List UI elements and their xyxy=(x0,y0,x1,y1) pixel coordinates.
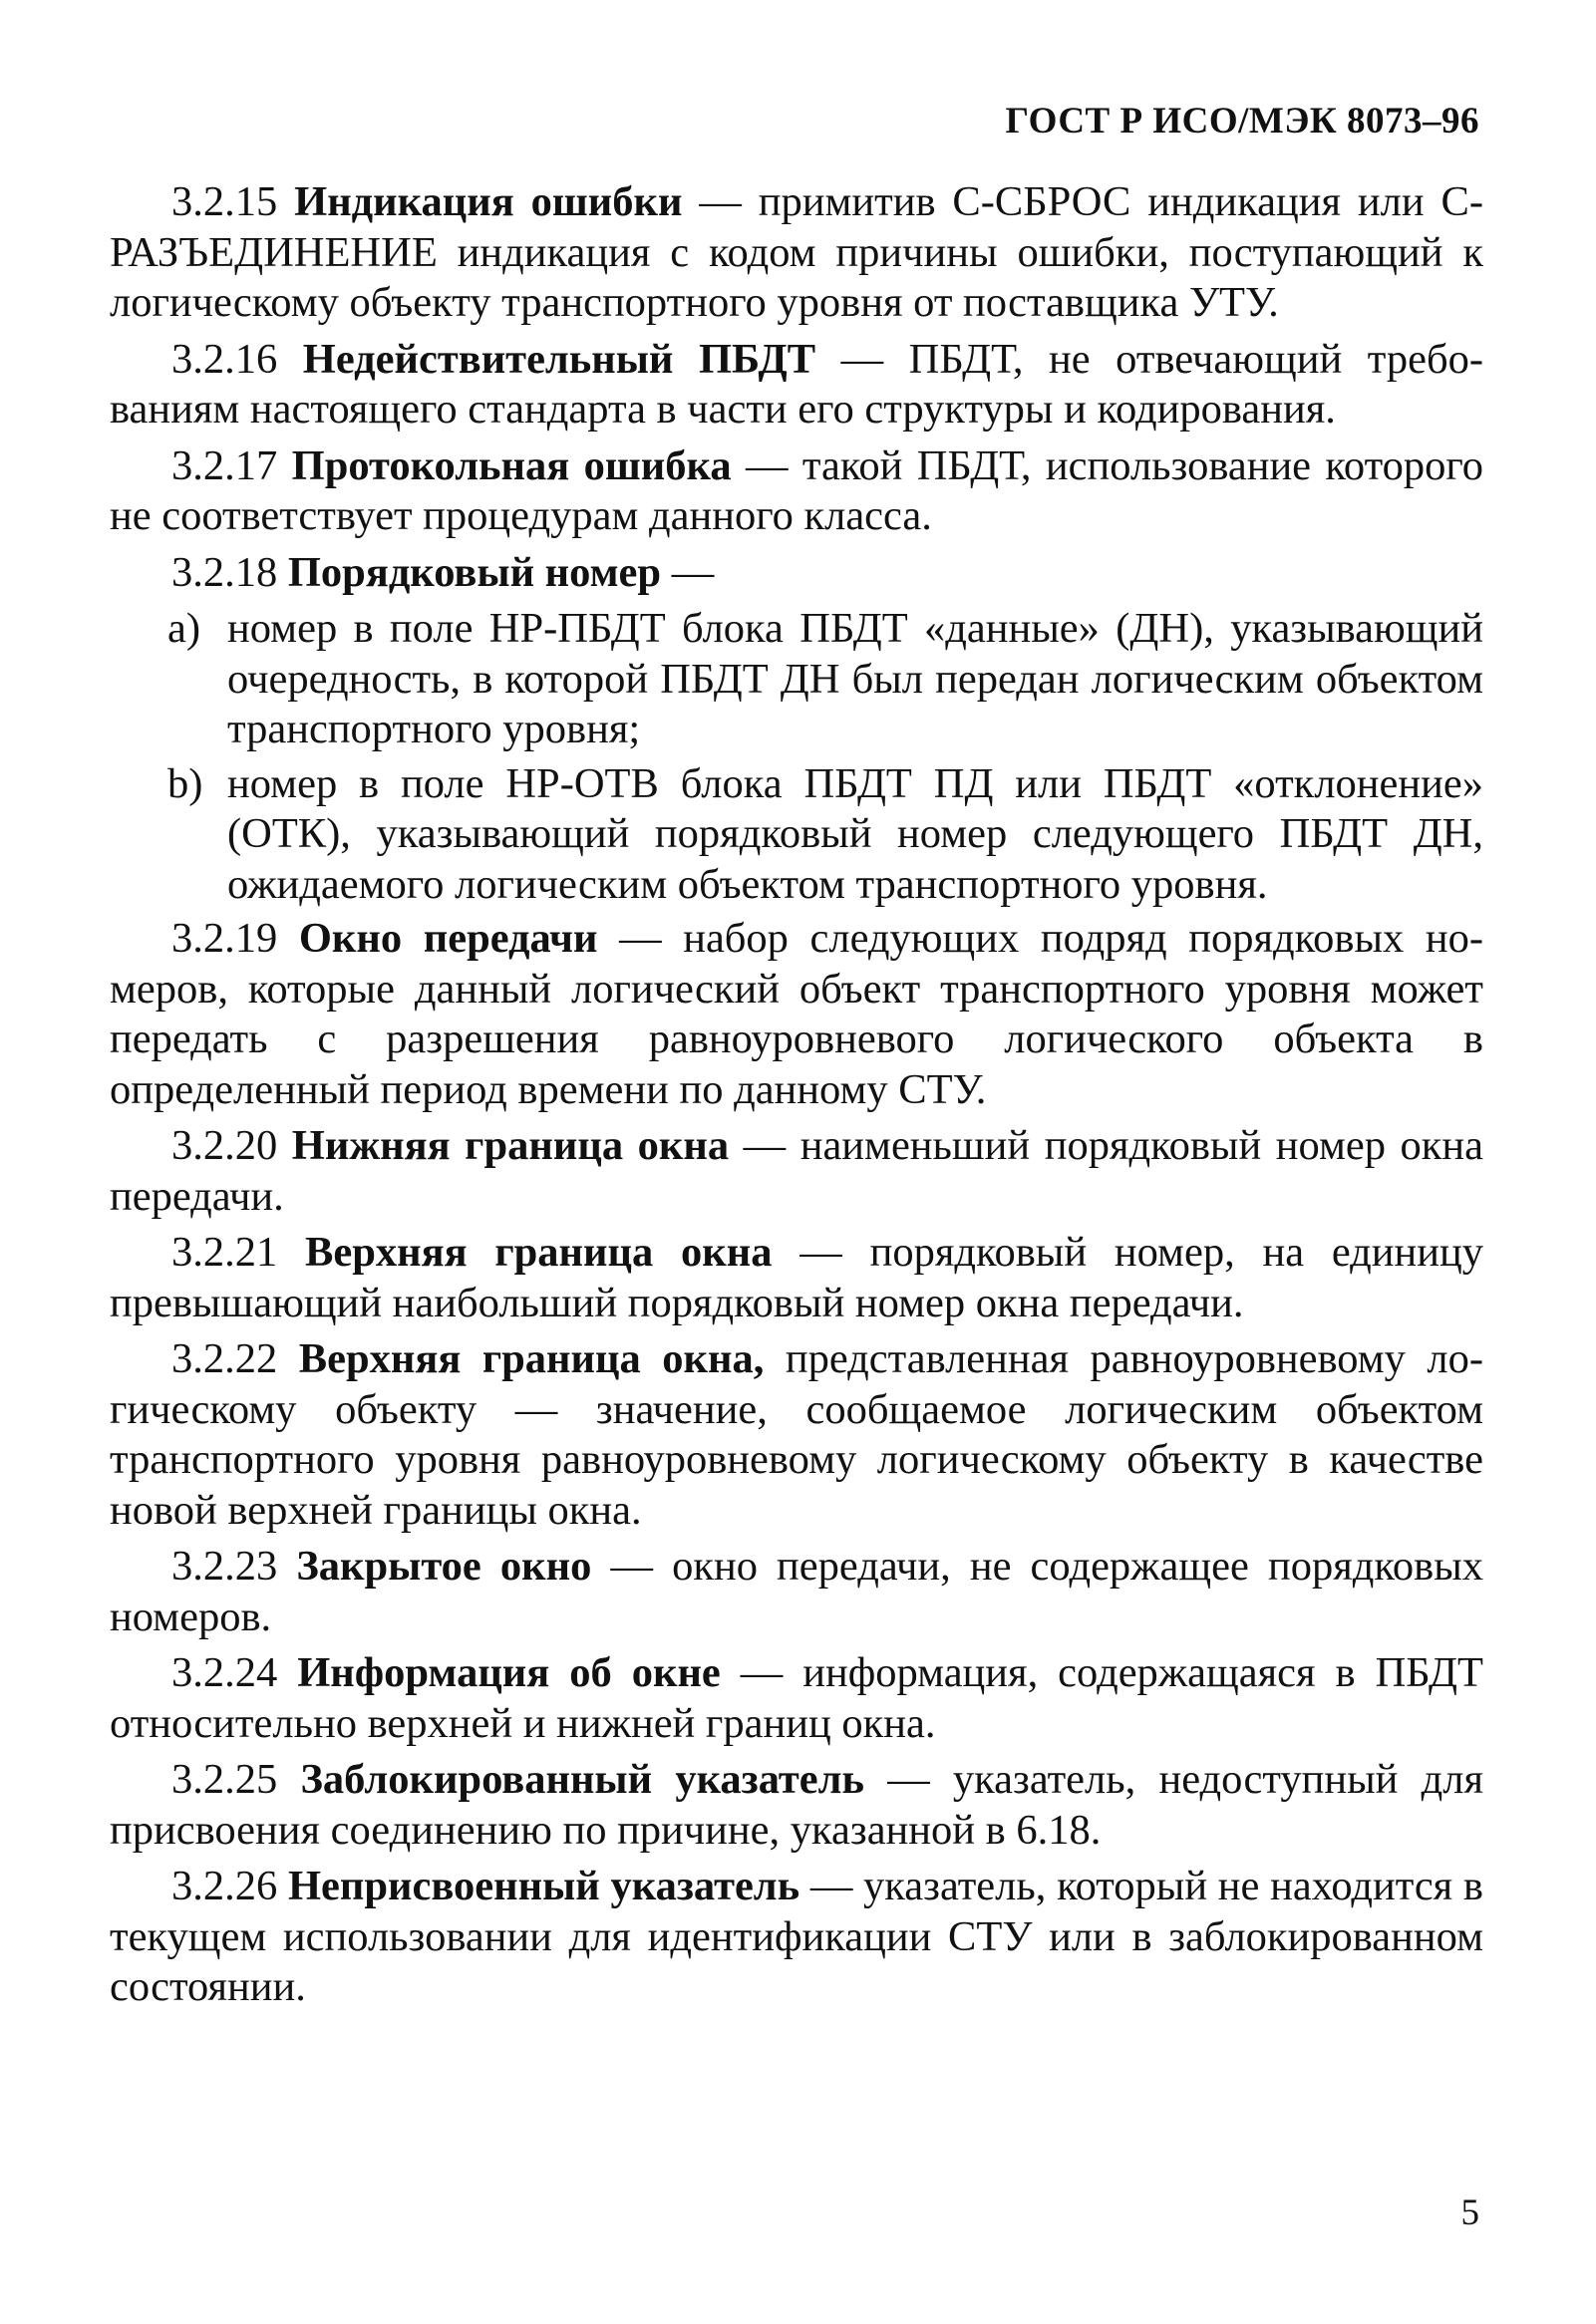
page-number: 5 xyxy=(1460,2192,1479,2233)
list-marker: a) xyxy=(167,605,201,652)
definition-text: — ПБДТ, не отвечающий требованиям настоящего стандарта в части его структуры и кодирования. xyxy=(110,335,1484,433)
definition-paragraph xyxy=(110,335,1483,436)
list-item-text: номер в поле НР-ПБДТ блока ПБДТ «данные» (ДН), указывающий очередность, в которой ПБДТ ДН был передан логическим объектом транспортного уровня; xyxy=(227,605,1483,752)
list-item xyxy=(110,604,1483,755)
definition-text: — такой ПБДТ, использование которого не соответствует процедурам данного класса. xyxy=(110,441,1484,539)
definition-paragraph xyxy=(110,1755,1483,1856)
definition-text: — наименьший порядковый номер окна передачи. xyxy=(110,1122,1484,1220)
definition-paragraph xyxy=(110,1542,1483,1642)
definition-text: представленная равноуровневому логическому объекту — значение, сообщаемое логическим объектом транспортного уровня равноуровневому логическому объекту в качестве новой верхней границы окна. xyxy=(110,1335,1483,1534)
clause-number: 3.2.22 xyxy=(171,1335,278,1382)
definition-text: — указатель, который не находится в текущем использовании для идентификации СТУ или в заблокированном состоянии. xyxy=(110,1863,1484,2010)
definition-paragraph xyxy=(110,441,1483,542)
definition-paragraph xyxy=(110,1121,1483,1222)
definition-paragraph xyxy=(110,1648,1483,1749)
clause-number: 3.2.18 xyxy=(171,548,278,596)
definition-text: — указатель, недоступный для присвоения соединению по причине, указанной в 6.18. xyxy=(110,1756,1483,1854)
definition-paragraph xyxy=(110,1334,1483,1536)
definition-text: — набор следующих подряд порядковых номеров, которые данный логический объект транспортного уровня может передать с разрешения равноуровневого логического объекта в определенный период времени по данному СТУ. xyxy=(110,915,1483,1113)
list-item xyxy=(110,759,1483,911)
defined-term: Верхняя граница окна xyxy=(305,1229,773,1276)
definition-paragraph xyxy=(110,177,1483,329)
defined-term: Неприсвоенный указатель xyxy=(287,1863,800,1909)
definition-paragraph xyxy=(110,1862,1483,2013)
definition-text: — порядковый номер, на единицу превышающий наибольший порядковый номер окна передачи. xyxy=(110,1229,1483,1326)
definition-text: — окно передачи, не содержащее порядковых номеров. xyxy=(110,1543,1483,1640)
defined-term: Индикация ошибки xyxy=(294,178,683,225)
clause-number: 3.2.17 xyxy=(171,441,278,489)
clause-number: 3.2.23 xyxy=(171,1543,278,1590)
list-marker: b) xyxy=(167,759,203,807)
document-body xyxy=(110,177,1483,2019)
definition-paragraph xyxy=(110,548,1483,599)
definition-paragraph xyxy=(110,1228,1483,1328)
clause-number: 3.2.15 xyxy=(171,178,278,225)
definition-text: — информация, содержащаяся в ПБДТ относительно верхней и нижней границ окна. xyxy=(110,1649,1483,1747)
definition-text: — примитив С-СБРОС индикация или С-РАЗЪЕДИНЕНИЕ индикация с кодом причины ошибки, поступающий к логическому объекту транспортного уровня от поставщика УТУ. xyxy=(110,178,1483,326)
defined-term: Верхняя граница окна, xyxy=(298,1335,765,1382)
defined-term: Недействительный ПБДТ xyxy=(302,335,816,383)
defined-term: Заблокированный указатель xyxy=(300,1756,864,1803)
defined-term: Закрытое окно xyxy=(296,1543,592,1590)
clause-number: 3.2.16 xyxy=(171,335,278,383)
definition-text: — xyxy=(661,548,715,596)
standard-header: ГОСТ Р ИСО/МЭК 8073–96 xyxy=(1005,101,1479,142)
defined-term: Порядковый номер xyxy=(287,548,662,596)
defined-term: Протокольная ошибка xyxy=(291,441,732,489)
clause-number: 3.2.24 xyxy=(171,1649,278,1696)
clause-number: 3.2.20 xyxy=(171,1122,278,1169)
list-item-text: номер в поле НР-ОТВ блока ПБДТ ПД или ПБДТ «отклонение» (ОТК), указывающий порядковый номер следующего ПБДТ ДН, ожидаемого логическим объектом транспортного уровня. xyxy=(227,759,1483,908)
clause-number: 3.2.19 xyxy=(171,915,278,962)
defined-term: Информация об окне xyxy=(297,1649,721,1696)
clause-number: 3.2.21 xyxy=(171,1229,278,1276)
defined-term: Окно передачи xyxy=(298,915,598,962)
definition-paragraph xyxy=(110,914,1483,1115)
defined-term: Нижняя граница окна xyxy=(291,1122,730,1169)
clause-number: 3.2.26 xyxy=(171,1863,278,1909)
clause-number: 3.2.25 xyxy=(171,1756,278,1803)
